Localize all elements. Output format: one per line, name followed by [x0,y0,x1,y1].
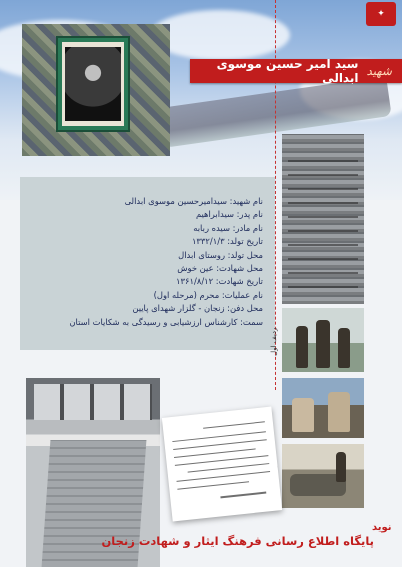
title-label: شهید [366,64,392,78]
info-line: نام پدر: سیدابراهیم [195,209,263,220]
portrait-frame [56,36,130,132]
martyr-name: سید امیر حسین موسوی ابدالی [216,57,359,85]
martyr-portrait [65,47,121,121]
footer-logo: نوید [372,522,392,533]
photo-caption: ردیف اول [270,327,278,356]
logo-icon: ✦ [366,2,396,26]
info-line: نام عملیات: محرم (مرحله اول) [153,289,263,300]
cloud [150,10,290,60]
info-line: تاریخ شهادت: ۱۳۶۱/۸/۱۲ [176,276,263,287]
handwritten-letter [162,407,282,522]
footer-text: پایگاه اطلاع رسانی فرهنگ ایثار و شهادت زنجان [101,534,374,548]
info-line: سمت: کارشناس ارزشیابی و رسیدگی به شکایات استان [69,316,263,327]
info-panel [20,177,275,350]
info-line: نام شهید: سیدامیرحسین موسوی ابدالی [124,196,263,206]
title-banner [190,59,402,83]
group-photo-3 [282,444,364,508]
info-line: محل شهادت: عین خوش [177,263,263,274]
info-line: محل تولد: روستای ابدال [178,249,263,260]
info-line: نام مادر: سیده ربابه [193,222,263,233]
grave-portraits [34,384,152,420]
info-line: محل دفن: زنجان - گلزار شهدای پایین [132,303,263,314]
group-photo-2 [282,378,364,438]
info-line: تاریخ تولد: ۱۳۳۲/۱/۳ [191,236,263,247]
group-photo-1 [282,308,364,372]
gravestone-inscription [288,150,358,300]
